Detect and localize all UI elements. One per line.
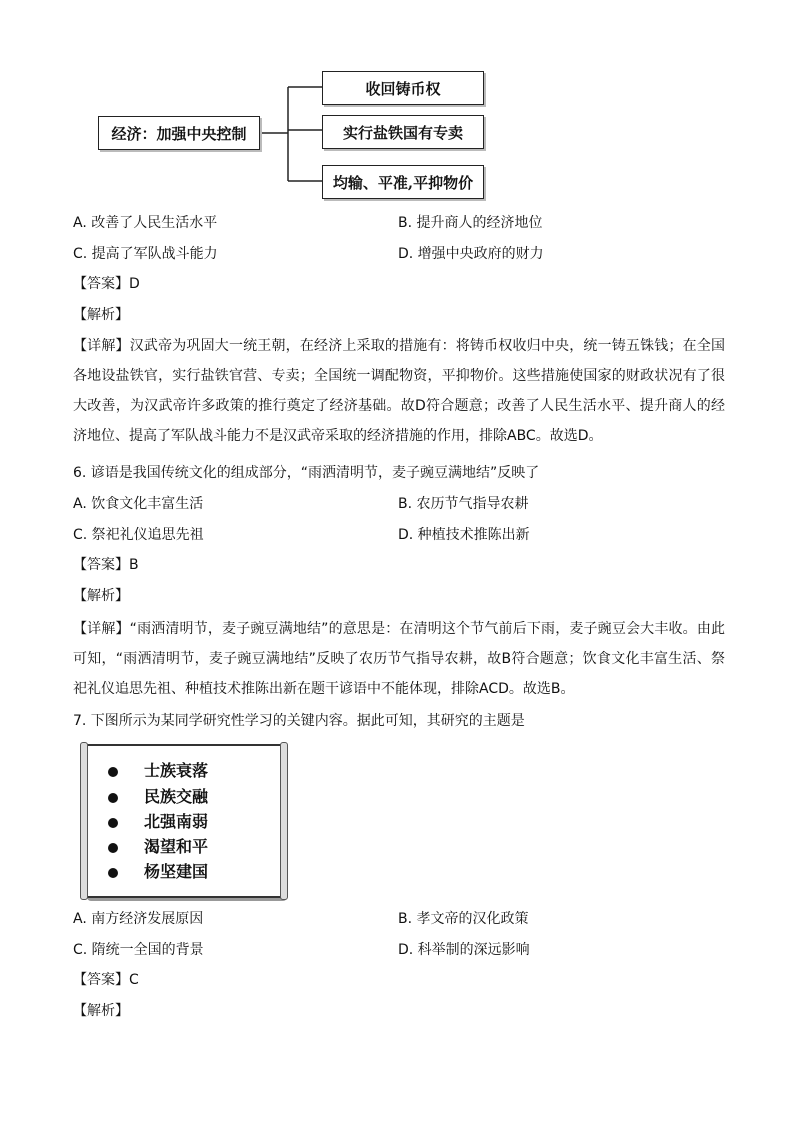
scroll-item: 北强南弱 <box>108 809 208 832</box>
q5-answer: 【答案】D <box>73 276 140 292</box>
bullet-icon <box>108 767 118 777</box>
q7-analysis-label: 【解析】 <box>73 1003 129 1019</box>
q6-analysis-label: 【解析】 <box>73 588 129 604</box>
diagram-branch-1: 收回铸币权 <box>322 71 484 105</box>
scroll-item: 民族交融 <box>108 784 208 807</box>
q6-option-b: B. 农历节气指导农耕 <box>398 496 529 512</box>
q5-option-c: C. 提高了军队战斗能力 <box>73 246 218 262</box>
bullet-icon <box>108 843 118 853</box>
scroll-item: 杨坚建国 <box>108 859 208 882</box>
study-scroll <box>84 744 284 898</box>
q6-detail: 【详解】“雨洒清明节，麦子豌豆满地结”的意思是：在清明这个节气前后下雨，麦子豌豆会大丰收。由此可知，“雨洒清明节，麦子豌豆满地结”反映了农历节气指导农耕，故B符合题意；饮食文化丰富生活、祭祀礼仪追思先祖、种植技术推陈出新在题干谚语中不能体现，排除ACD。故选B。 <box>73 621 725 697</box>
scroll-item: 士族衰落 <box>108 758 208 781</box>
diagram-root-box: 经济：加强中央控制 <box>98 116 260 150</box>
q5-option-d: D. 增强中央政府的财力 <box>398 246 544 262</box>
scroll-left-roller <box>80 742 88 900</box>
diagram-branch-2: 实行盐铁国有专卖 <box>322 115 484 149</box>
scroll-item: 渴望和平 <box>108 834 208 857</box>
economy-diagram <box>0 0 794 210</box>
q7-stem: 7. 下图所示为某同学研究性学习的关键内容。据此可知，其研究的主题是 <box>73 713 525 729</box>
q5-detail: 【详解】汉武帝为巩固大一统王朝，在经济上采取的措施有：将铸币权收归中央，统一铸五铢钱；在全国各地设盐铁官，实行盐铁官营、专卖；全国统一调配物资，平抑物价。这些措施使国家的财政状况有了很大改善，为汉武帝许多政策的推行奠定了经济基础。故D符合题意；改善了人民生活水平、提升商人的经济地位、提高了军队战斗能力不是汉武帝采取的经济措施的作用，排除ABC。故选D。 <box>73 338 725 444</box>
q6-option-d: D. 种植技术推陈出新 <box>398 527 530 543</box>
q7-option-d: D. 科举制的深远影响 <box>398 942 530 958</box>
q7-option-a: A. 南方经济发展原因 <box>73 911 204 927</box>
q5-option-a: A. 改善了人民生活水平 <box>73 215 218 231</box>
scroll-right-roller <box>280 742 288 900</box>
bullet-icon <box>108 793 118 803</box>
bullet-icon <box>108 818 118 828</box>
q6-stem: 6. 谚语是我国传统文化的组成部分，“雨洒清明节，麦子豌豆满地结”反映了 <box>73 465 540 481</box>
q5-option-b: B. 提升商人的经济地位 <box>398 215 543 231</box>
q7-option-b: B. 孝文帝的汉化政策 <box>398 911 529 927</box>
q6-option-a: A. 饮食文化丰富生活 <box>73 496 204 512</box>
q5-analysis-label: 【解析】 <box>73 307 129 323</box>
q7-option-c: C. 隋统一全国的背景 <box>73 942 204 958</box>
diagram-branch-3: 均输、平准,平抑物价 <box>322 165 484 199</box>
q7-answer: 【答案】C <box>73 972 139 988</box>
q6-answer: 【答案】B <box>73 557 139 573</box>
q6-option-c: C. 祭祀礼仪追思先祖 <box>73 527 204 543</box>
bullet-icon <box>108 868 118 878</box>
